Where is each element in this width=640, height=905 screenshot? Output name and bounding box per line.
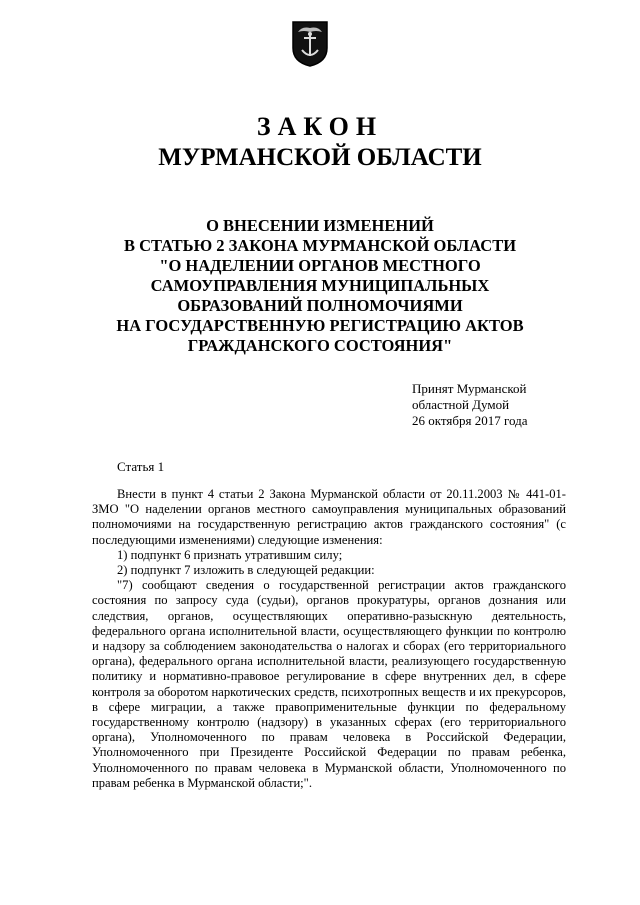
article-paragraph: 1) подпункт 6 признать утратившим силу; <box>117 547 343 562</box>
adoption-line: Принят Мурманской <box>412 381 527 396</box>
article-paragraph: 2) подпункт 7 изложить в следующей редакции: <box>117 563 375 578</box>
subtitle-line: ОБРАЗОВАНИЙ ПОЛНОМОЧИЯМИ <box>177 296 463 315</box>
subtitle-line: САМОУПРАВЛЕНИЯ МУНИЦИПАЛЬНЫХ <box>150 276 490 295</box>
subtitle-line: "О НАДЕЛЕНИИ ОРГАНОВ МЕСТНОГО <box>159 256 481 275</box>
article-paragraph: Внести в пункт 4 статьи 2 Закона Мурманской области от 20.11.2003 № 441-01-ЗМО "О наделении органов местного самоуправления муниципальных образований полномочиями на государственную регистрацию актов гражданского состояния" (с последующими изменениями) следующие изменения: <box>92 487 566 547</box>
law-title: ЗАКОН <box>256 112 384 141</box>
subtitle-line: В СТАТЬЮ 2 ЗАКОНА МУРМАНСКОЙ ОБЛАСТИ <box>123 236 517 255</box>
article-paragraph: "7) сообщают сведения о государственной регистрации актов гражданского состояния по запросу суда (судьи), органов прокуратуры, органов дознания или следствия, органов, осуществляющих оперативно-разыскную деятельность, федерального органа исполнительной власти, осуществляющего функции по контролю и надзору за соблюдением законодательства о налогах и сборах (его территориального органа), федерального органа исполнительной власти, реализующего государственную политику и нормативно-правовое регулирование в сфере внутренних дел, в сфере контроля за оборотом наркотических средств, психотропных веществ и их прекурсоров, в сфере миграции, а также правоприменительные функции по федеральному государственному контролю (надзору) в указанных сферах (его территориального органа), Уполномоченного по правам человека в Российской Федерации, Уполномоченного при Президенте Российской Федерации по правам ребенка, Уполномоченного по правам человека в Мурманской области, Уполномоченного по правам ребенка в Мурманской области;". <box>92 578 566 790</box>
subtitle-line: ГРАЖДАНСКОГО СОСТОЯНИЯ" <box>187 336 453 355</box>
law-region-title: МУРМАНСКОЙ ОБЛАСТИ <box>158 144 482 171</box>
article-body <box>92 487 566 791</box>
article-heading: Статья 1 <box>117 459 165 474</box>
adoption-line: областной Думой <box>412 397 510 412</box>
coat-of-arms-icon <box>290 18 330 68</box>
adoption-date: 26 октября 2017 года <box>412 413 528 428</box>
law-subtitle <box>60 216 580 356</box>
subtitle-line: НА ГОСУДАРСТВЕННУЮ РЕГИСТРАЦИЮ АКТОВ <box>116 316 524 335</box>
adoption-note <box>412 381 612 429</box>
subtitle-line: О ВНЕСЕНИИ ИЗМЕНЕНИЙ <box>206 216 434 235</box>
